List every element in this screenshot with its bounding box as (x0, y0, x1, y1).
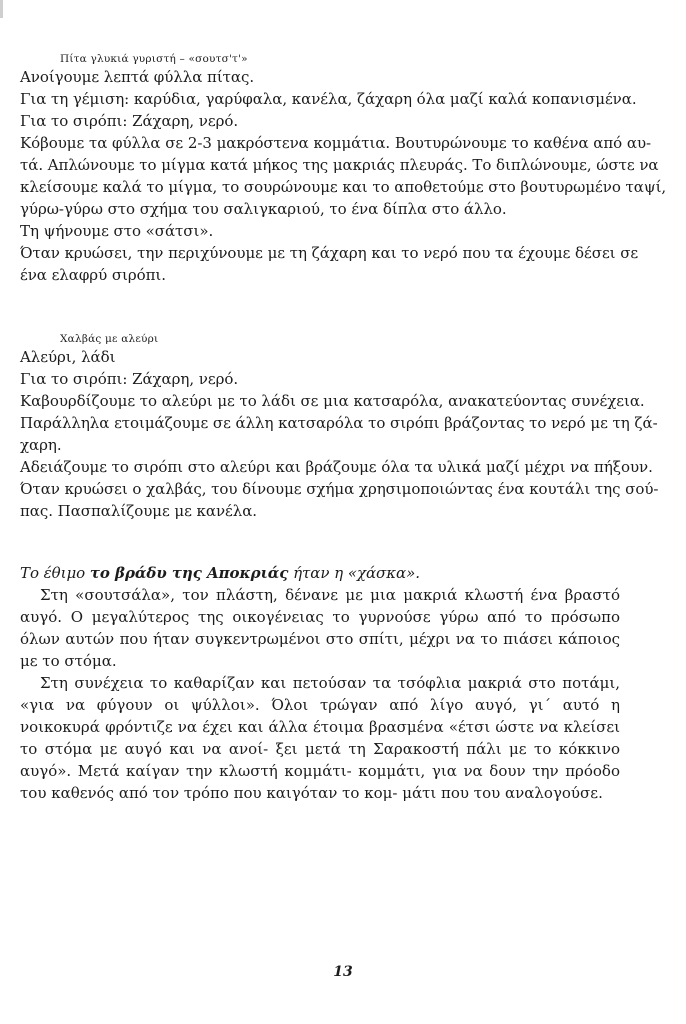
custom-intro-end: ήταν η «χάσκα». (288, 564, 420, 582)
recipe-line: Για το σιρόπι: Ζάχαρη, νερό. (20, 112, 239, 130)
recipe-sweet-pie (20, 52, 667, 286)
custom-intro-emphasis: το βράδυ της Αποκριάς (89, 564, 289, 582)
custom-intro-start: Το έθιμο (20, 564, 90, 582)
custom-paragraph: Στη συνέχεια το καθαρίζαν και πετούσαν τα τσόφλια μακριά στο ποτάμι, «για να φύγουν οι ψύλλοι». Όλοι τρώγαν από λίγο αυγό, γι΄ αυτό η νοικοκυρά φρόντιζε να έχει και άλλα έτοιμα βρασμένα «έτσι ώστε να κλείσει το στόμα με αυγό και να ανοί- ξει μετά τη Σαρακοστή πάλι με το κόκκινο αυγό». Μετά καίγαν την κλωστή κομμάτι- κομμάτι, για να δουν την πρόοδο του καθενός από τον τρόπο που καιγόταν το κομ- μάτι που του αναλογούσε. (20, 674, 620, 802)
recipe-line: Όταν κρυώσει ο χαλβάς, του δίνουμε σχήμα χρησιμοποιώντας ένα κουτάλι της σού- (20, 480, 659, 498)
recipe-line: Αλεύρι, λάδι (20, 348, 116, 366)
recipe-line: Όταν κρυώσει, την περιχύνουμε με τη ζάχαρη και το νερό που τα έχουμε δέσει σε (20, 244, 639, 262)
recipe-lines (20, 346, 659, 522)
recipe-line: πας. Πασπαλίζουμε με κανέλα. (20, 502, 258, 520)
recipe-line: τά. Απλώνουμε το μίγμα κατά μήκος της μακριάς πλευράς. Το διπλώνουμε, ώστε να (20, 156, 659, 174)
recipe-line: Για τη γέμιση: καρύδια, γαρύφαλα, κανέλα, ζάχαρη όλα μαζί καλά κοπανισμένα. (20, 90, 637, 108)
scan-edge-mark (0, 0, 3, 18)
recipe-line: Αδειάζουμε το σιρόπι στο αλεύρι και βράζουμε όλα τα υλικά μαζί μέχρι να πήξουν. (20, 458, 653, 476)
page-number: 13 (333, 964, 353, 980)
recipe-title: Πίτα γλυκιά γυριστή – «σουτσ'τ'» (60, 53, 248, 65)
recipe-line: Ανοίγουμε λεπτά φύλλα πίτας. (20, 68, 255, 86)
custom-paragraph: Στη «σουτσάλα», τον πλάστη, δένανε με μια μακριά κλωστή ένα βραστό αυγό. Ο μεγαλύτερος της οικογένειας το γυρνούσε γύρω από το πρόσωπο όλων αυτών που ήταν συγκεντρωμένοι στο σπίτι, μέχρι να το πιάσει κάποιος με το στόμα. (20, 586, 620, 670)
recipe-line: Καβουρδίζουμε το αλεύρι με το λάδι σε μια κατσαρόλα, ανακατεύοντας συνέχεια. (20, 392, 645, 410)
recipe-line: Παράλληλα ετοιμάζουμε σε άλλη κατσαρόλα το σιρόπι βράζοντας το νερό με τη ζά- (20, 414, 658, 432)
recipe-title: Χαλβάς με αλεύρι (60, 333, 159, 345)
recipe-line: κλείσουμε καλά το μίγμα, το σουρώνουμε και το αποθετούμε στο βουτυρωμένο ταψί, (20, 178, 667, 196)
custom-section (20, 562, 620, 804)
recipe-line: Για το σιρόπι: Ζάχαρη, νερό. (20, 370, 239, 388)
custom-intro (20, 562, 620, 584)
recipe-line: χαρη. (20, 436, 62, 454)
recipe-line: γύρω-γύρω στο σχήμα του σαλιγκαριού, το ένα δίπλα στο άλλο. (20, 200, 507, 218)
recipe-halva (20, 332, 659, 522)
recipe-line: ένα ελαφρύ σιρόπι. (20, 266, 166, 284)
recipe-lines (20, 66, 667, 286)
recipe-line: Κόβουμε τα φύλλα σε 2-3 μακρόστενα κομμάτια. Βουτυρώνουμε το καθένα από αυ- (20, 134, 652, 152)
recipe-line: Τη ψήνουμε στο «σάτσι». (20, 222, 214, 240)
